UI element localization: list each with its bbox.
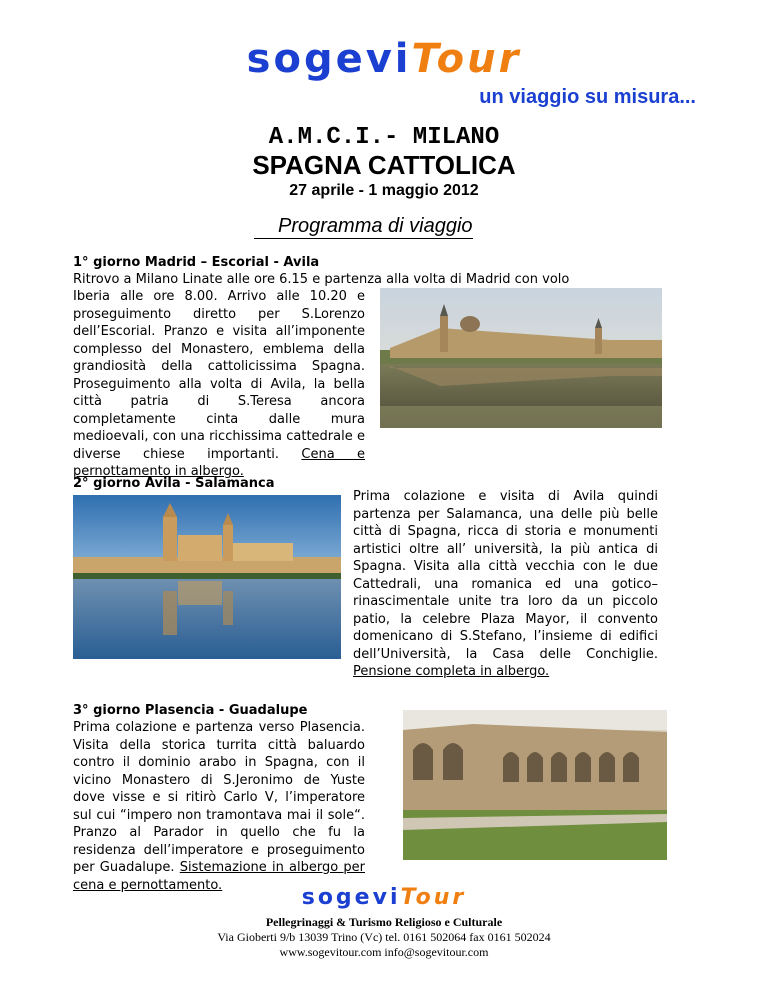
day2-heading: 2° giorno Avila - Salamanca: [73, 476, 275, 491]
escorial-photo: [380, 288, 662, 428]
footer-logo: [0, 884, 768, 912]
footer-address: Via Gioberti 9/b 13039 Trino (Vc) tel. 0161 502064 fax 0161 502024: [217, 930, 551, 944]
day1-paragraph: Iberia alle ore 8.00. Arrivo alle 10.20 e proseguimento diretto per S.Lorenzo dell’Escorial. Pranzo e visita all’imponente complesso del Monastero, emblema della grandiosità della cattolicissima Spagna. Proseguimento alla volta di Avila, la bella città patria di S.Teresa ancora completamente cinta dalle mura medioevali, con una ricchissima cattedrale e diverse chiese importanti.: [73, 289, 365, 462]
trip-dates: 27 aprile - 1 maggio 2012: [289, 182, 479, 199]
brand-tagline: un viaggio su misura...: [479, 86, 696, 108]
brand-logo: [0, 34, 768, 84]
day1-heading: 1° giorno Madrid – Escorial - Avila: [73, 255, 320, 270]
salamanca-photo: [73, 495, 341, 659]
footer-description: Pellegrinaggi & Turismo Religioso e Culturale: [265, 915, 503, 929]
day3-heading: 3° giorno Plasencia - Guadalupe: [73, 703, 308, 718]
day3-paragraph: Prima colazione e partenza verso Plasencia. Visita della storica turrita città baluardo contro il dominio arabo in Spagna, con il vicino Monastero di S.Jeronimo de Yuste dove visse e si ritirò Carlo V, l’imperatore sul cui “impero non tramontava mai il sole“. Pranzo al Parador in quello che fu la residenza dell’imperatore e proseguimento per Guadalupe.: [73, 720, 365, 875]
day3-text: [73, 719, 365, 894]
trip-title: SPAGNA CATTOLICA: [252, 150, 516, 180]
brand-part1: sogevi: [246, 36, 412, 82]
footer-brand-part1: sogevi: [301, 885, 401, 910]
organization: A.M.C.I.- MILANO: [268, 124, 500, 151]
day3-closing: Sistemazione in albergo per cena e pernottamento.: [73, 860, 365, 893]
brand-part2: Tour: [411, 36, 522, 82]
program-heading: Programma di viaggio: [254, 214, 473, 239]
day1-text: [73, 288, 365, 481]
day2-text: [353, 488, 658, 681]
day1-closing: Cena e pernottamento in albergo.: [73, 446, 365, 479]
day2-closing: Pensione completa in albergo.: [353, 664, 550, 679]
footer-contacts: www.sogevitour.com info@sogevitour.com: [279, 945, 489, 959]
day1-first-line: Ritrovo a Milano Linate alle ore 6.15 e partenza alla volta di Madrid con volo: [73, 272, 570, 287]
cloister-photo: [403, 710, 667, 860]
day2-paragraph: Prima colazione e visita di Avila quindi partenza per Salamanca, una delle più belle città di Spagna, ricca di storia e monumenti artistici oltre all’ università, la più antica di Spagna. Visita alla città vecchia con le due Cattedrali, una romanica ed una gotico–rinascimentale unite tra loro da un piccolo patio, la celebre Plaza Mayor, il convento domenicano di S.Stefano, l’insieme di edifici dell’Università, la Casa delle Conchiglie.: [353, 489, 658, 662]
footer-brand-part2: Tour: [400, 885, 467, 910]
